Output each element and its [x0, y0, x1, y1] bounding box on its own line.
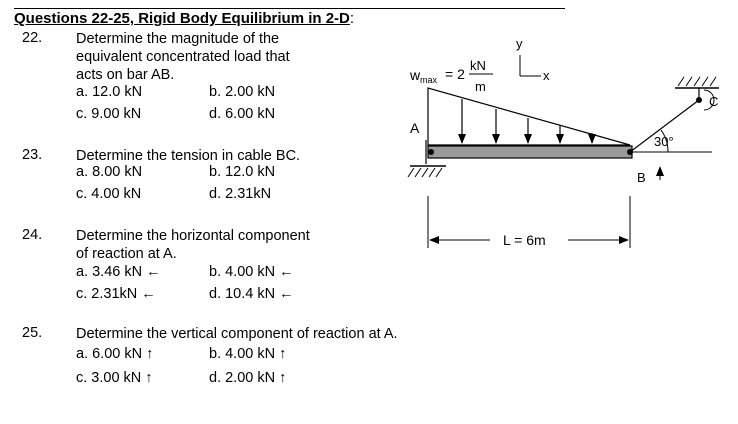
axis-x-label: x — [543, 68, 550, 83]
question-25-option-a: a. 6.00 kN ↑ — [76, 346, 154, 362]
angle-label: 30° — [654, 134, 674, 149]
question-22-line-2: equivalent concentrated load that — [76, 49, 290, 65]
distributed-load — [428, 88, 630, 145]
unit-denominator: m — [475, 79, 486, 94]
question-25-option-c: c. 3.00 kN ↑ — [76, 370, 153, 386]
joint-c — [696, 97, 702, 103]
coordinate-axes — [516, 36, 550, 83]
question-23-line-1: Determine the tension in cable BC. — [76, 148, 301, 164]
question-22-option-d: d. 6.00 kN — [209, 106, 276, 122]
question-22-line-1: Determine the magnitude of the — [76, 31, 280, 47]
beam-ab — [428, 146, 632, 158]
w-equals-value: = 2 — [445, 66, 465, 82]
question-22-option-b: b. 2.00 kN — [209, 84, 276, 100]
joint-a — [428, 149, 434, 155]
question-24-line-2: of reaction at A. — [76, 246, 177, 262]
dimension-length — [428, 196, 630, 248]
label-c: C — [709, 94, 719, 109]
label-b: B — [637, 170, 646, 185]
question-23-option-c: c. 4.00 kN — [76, 186, 142, 202]
question-25-option-d: d. 2.00 kN ↑ — [209, 370, 287, 386]
question-24-option-d: d. 10.4 kN ← — [209, 286, 294, 302]
question-24-number: 24. — [22, 227, 43, 243]
w-max-label — [409, 58, 493, 94]
question-22-number: 22. — [22, 30, 43, 46]
axis-y-label: y — [516, 36, 523, 51]
question-25-line-1: Determine the vertical component of reaction at A. — [76, 326, 398, 342]
question-22-option-a: a. 12.0 kN — [76, 84, 143, 100]
unit-numerator: kN — [470, 58, 486, 73]
w-subscript: max — [420, 75, 438, 85]
length-label: L = 6m — [503, 232, 546, 248]
question-24-option-c: c. 2.31kN ← — [76, 286, 156, 302]
question-25-number: 25. — [22, 325, 43, 341]
question-25-option-b: b. 4.00 kN ↑ — [209, 346, 287, 362]
question-23-option-a: a. 8.00 kN — [76, 164, 143, 180]
question-22-line-3: acts on bar AB. — [76, 67, 175, 83]
question-23-option-d: d. 2.31kN — [209, 186, 272, 202]
label-a: A — [410, 120, 420, 136]
question-24-line-1: Determine the horizontal component — [76, 228, 310, 244]
question-24-option-a: a. 3.46 kN ← — [76, 264, 161, 280]
load-triangle-outline — [428, 88, 630, 145]
question-23-number: 23. — [22, 147, 43, 163]
question-22-option-c: c. 9.00 kN — [76, 106, 142, 122]
title-colon: : — [349, 10, 355, 27]
w-symbol: w — [410, 67, 421, 83]
title-text: Questions 22-25, Rigid Body Equilibrium in 2-D — [14, 10, 350, 27]
question-24-option-b: b. 4.00 kN ← — [209, 264, 294, 280]
question-23-option-b: b. 12.0 kN — [209, 164, 276, 180]
